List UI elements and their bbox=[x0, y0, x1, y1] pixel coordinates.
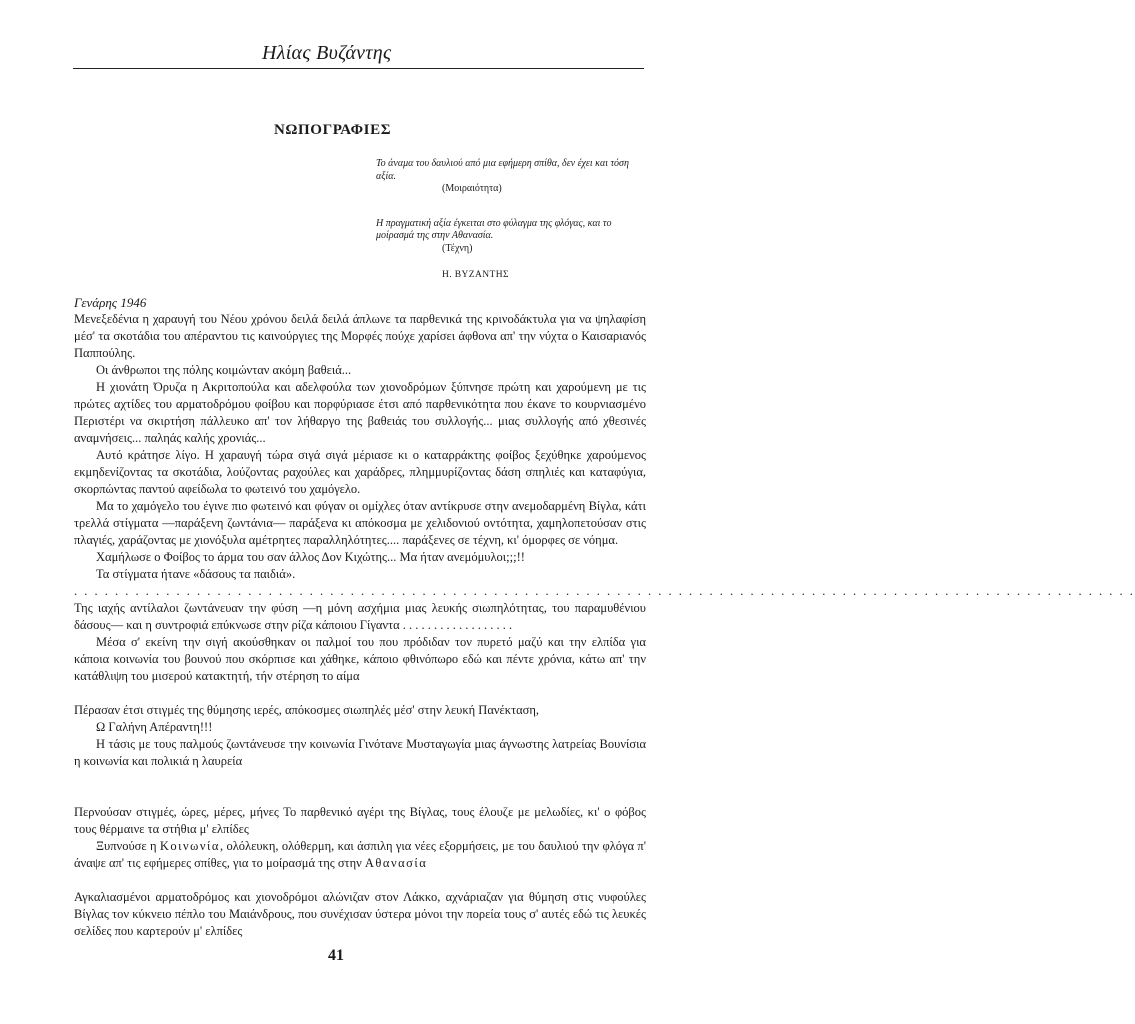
epigraphs bbox=[376, 158, 650, 282]
paragraph-3: Η χιονάτη Όρυζα η Ακριτοπούλα και αδελφούλα των χιονοδρόμων ξύπνησε πρώτη και χαρούμενη με τις πρώτες αχτίδες του αρματοδρόμου φοίβου και πορφύριασε έτσι από παρθενικότητα που έκανε το κουρνιασμένο Περιστέρι να σκιρτήση πάλλευκο απ' τον λήθαργο της βαθειάς του συλλογής... μιας συλλογής από χθεσινές αναμνήσεις... παληάς καλής χρονιάς... bbox=[74, 380, 646, 445]
paragraph-6: Χαμήλωσε ο Φοίβος το άρμα του σαν άλλος Δον Κιχώτης... Μα ήταν ανεμόμυλοι;;;!! bbox=[96, 550, 525, 564]
page-number: 41 bbox=[328, 947, 344, 964]
paragraph-4: Αυτό κράτησε λίγο. Η χαραυγή τώρα σιγά σιγά μέριασε κι ο καταρράκτης φοίβος ξεχύθηκε χαρούμενος εκμηδενίζοντας τα σκοτάδια, λούζοντας ραχούλες και χαράδρες, πλημμυρίζοντας δάση σπηλιές και καταφύγια, σκορπώντας παντού αφείδωλα το φωτεινό του χαμόγελο. bbox=[74, 448, 646, 496]
chapter-title: ΝΩΠΟΓΡΑΦΙΕΣ bbox=[274, 122, 392, 138]
paragraph-9: Μέσα σ' εκείνη την σιγή ακούσθηκαν οι παλμοί του που πρόδιδαν τον πυρετό μαζύ και την ελπίδα για κάποια κοινωνία του βουνού που σκόρπισε και χάθηκε, κάποιο φθινόπωρο εδώ και πέντε χρόνια, κάτω απ' την κατάθλιψη του μισερού κατακτητή, τήν στέρηση το αίμα bbox=[74, 635, 646, 683]
paragraph-2: Οι άνθρωποι της πόλης κοιμώνταν ακόμη βαθειά... bbox=[96, 363, 352, 377]
emphasis-koinonia: Κοινωνία bbox=[159, 839, 220, 853]
epigraph-1-source: (Μοιραιότητα) bbox=[442, 183, 502, 194]
paragraph-10: Πέρασαν έτσι στιγμές της θύμησης ιερές, απόκοσμες σιωπηλές μέσ' στην λευκή Πανέκταση, bbox=[74, 703, 540, 717]
paragraph-7: Τα στίγματα ήτανε «δάσους τα παιδιά». bbox=[96, 567, 296, 581]
header-rule bbox=[73, 68, 644, 69]
epigraph-author: Η. ΒΥΖΑΝΤΗΣ bbox=[442, 270, 509, 280]
epigraph-1-text: Το άναμα του δαυλιού από μια εφήμερη σπίθα, δεν έχει και τόση αξία. bbox=[376, 158, 629, 182]
body-text bbox=[74, 294, 1135, 940]
running-head: Ηλίας Βυζάντης bbox=[262, 42, 392, 64]
epigraph-2-text: Η πραγματική αξία έγκειται στο φύλαγμα της φλόγας, και το μοίρασμά της στην Αθανασία. bbox=[376, 217, 612, 241]
paragraph-14-part-1: Ξυπνούσε η bbox=[96, 839, 160, 853]
paragraph-1: Μενεξεδένια η χαραυγή του Νέου χρόνου δειλά δειλά άπλωνε τα παρθενικά της κρινοδάκτυλα για να ψηλαφίση μέσ' τα σκοτάδια του απέραντου τις καινούργιες της Μορφές πούχε χαρίσει άφθονα απ' την νύχτα ο Καισαριανός Παππούλης. bbox=[74, 312, 646, 360]
epigraph-2-source: (Τέχνη) bbox=[442, 242, 473, 254]
entry-date: Γενάρης 1946 bbox=[74, 295, 147, 310]
paragraph-13: Περνούσαν στιγμές, ώρες, μέρες, μήνες Το παρθενικό αγέρι της Βίγλας, τους έλουζε με μελωδίες, κι' ο φόβος τους θέρμαινε τα στήθια μ' ελπίδες bbox=[74, 805, 646, 836]
dotted-separator: . . . . . . . . . . . . . . . . . . . . . . . . . . . . . . . . . . . . . . . . . . . . . . . . . . . . . . . . . . . . . . . . . . . . . . . . . . . . . . . . . . . . . . . . . . . . . . . . . . . . . . . . bbox=[74, 584, 1135, 598]
paragraph-14 bbox=[74, 838, 646, 872]
paragraph-5: Μα το χαμόγελο του έγινε πιο φωτεινό και φύγαν οι ομίχλες όταν αντίκρυσε στην ανεμοδαρμένη Βίγλα, κάτι τρελλά στίγματα —παράξενη ζωντάνια— παράξενα κι απόκοσμα με χελιδονιού οντότητα, χαμηλοπετούσαν στις πλαγιές, χαράζοντας με χιονόξυλα αμέτρητες παραλληλότητες.... παράξενες σε τέχνη, κι' όμορφες σε νόημα. bbox=[74, 499, 646, 547]
paragraph-8: Της ιαχής αντίλαλοι ζωντάνευαν την φύση —η μόνη ασχήμια μιας λευκής σιωπηλότητας, του παραμυθένιου δάσους— και η συντροφιά επύκνωσε στην ρίζα κάποιου Γίγαντα . . . . . . . . . . . . . . . . . . bbox=[74, 601, 646, 632]
paragraph-15: Αγκαλιασμένοι αρματοδρόμος και χιονοδρόμοι αλώνιζαν στον Λάκκο, αχνάριαζαν για θύμηση στις νυφούλες Βίγλας τον κύκνειο πέπλο του Μαιάνδρους, που συνέχισαν ύστερα μόνοι την πορεία τους σ' αυτές εδώ τις λευκές σελίδες που καρτερούν μ' ελπίδες bbox=[74, 890, 646, 938]
paragraph-11: Ω Γαλήνη Απέραντη!!! bbox=[96, 720, 213, 734]
paragraph-14-part-3: , ολόλευκη, ολόθερμη, και άσπιλη για νέες εξορμήσεις, με του δαυλιού την φλόγα π' άναψε απ' τις εφήμερες σπίθες, για το μοίρασμά της στην bbox=[74, 839, 647, 870]
emphasis-athanasia: Αθανασία bbox=[364, 856, 428, 870]
paragraph-12: Η τάσις με τους παλμούς ζωντάνευσε την κοινωνία Γινότανε Μυσταγωγία μιας άγνωστης λατρείας Βουνίσια η κοινωνία και πολικιά η λαυρεία bbox=[74, 737, 646, 768]
